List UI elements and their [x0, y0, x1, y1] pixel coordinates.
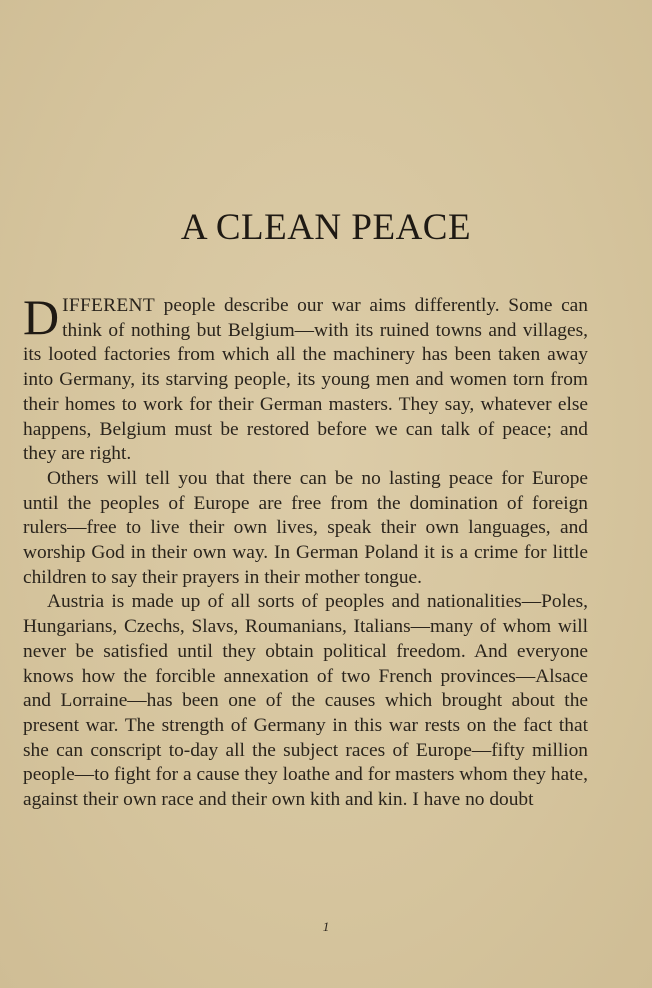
first-word-rest: IFFERENT — [62, 295, 156, 316]
paragraph-3: Austria is made up of all sorts of peoples and nationalities—Poles, Hungarians, Czechs, Slavs, Roumanians, Italians—many of whom will never be satisfied until they obtain political freedom. And everyone knows how the forcible annexation of two French provinces—Alsace and Lorraine—has been one of the causes which brought about the present war. The strength of Germany in this war rests on the fact that she can conscript to-day all the subject races of Europe—fifty million people—to fight for a cause they loathe and for masters whom they hate, against their own race and their own kith and kin. I have no doubt — [23, 591, 588, 811]
paragraph-1-text: people describe our war aims differently. Some can think of nothing but Belgium—with its ruined towns and villages, its looted factories from which all the machinery has been taken away into Germany, its starving people, its young men and women torn from their homes to work for their German masters. They say, whatever else happens, Belgium must be restored before we can talk of peace; and they are right. — [23, 295, 588, 465]
page-number: 1 — [322, 919, 330, 934]
chapter-title: A CLEAN PEACE — [180, 207, 472, 248]
drop-cap: D — [23, 289, 60, 345]
paragraph-1 — [23, 289, 588, 467]
paragraph-2: Others will tell you that there can be no lasting peace for Europe until the peoples of Europe are free from the domination of foreign rulers—free to live their own lives, speak their own languages, and worship God in their own way. In German Poland it is a crime for little children to say their prayers in their mother tongue. — [23, 467, 588, 588]
chapter-body — [23, 289, 588, 813]
